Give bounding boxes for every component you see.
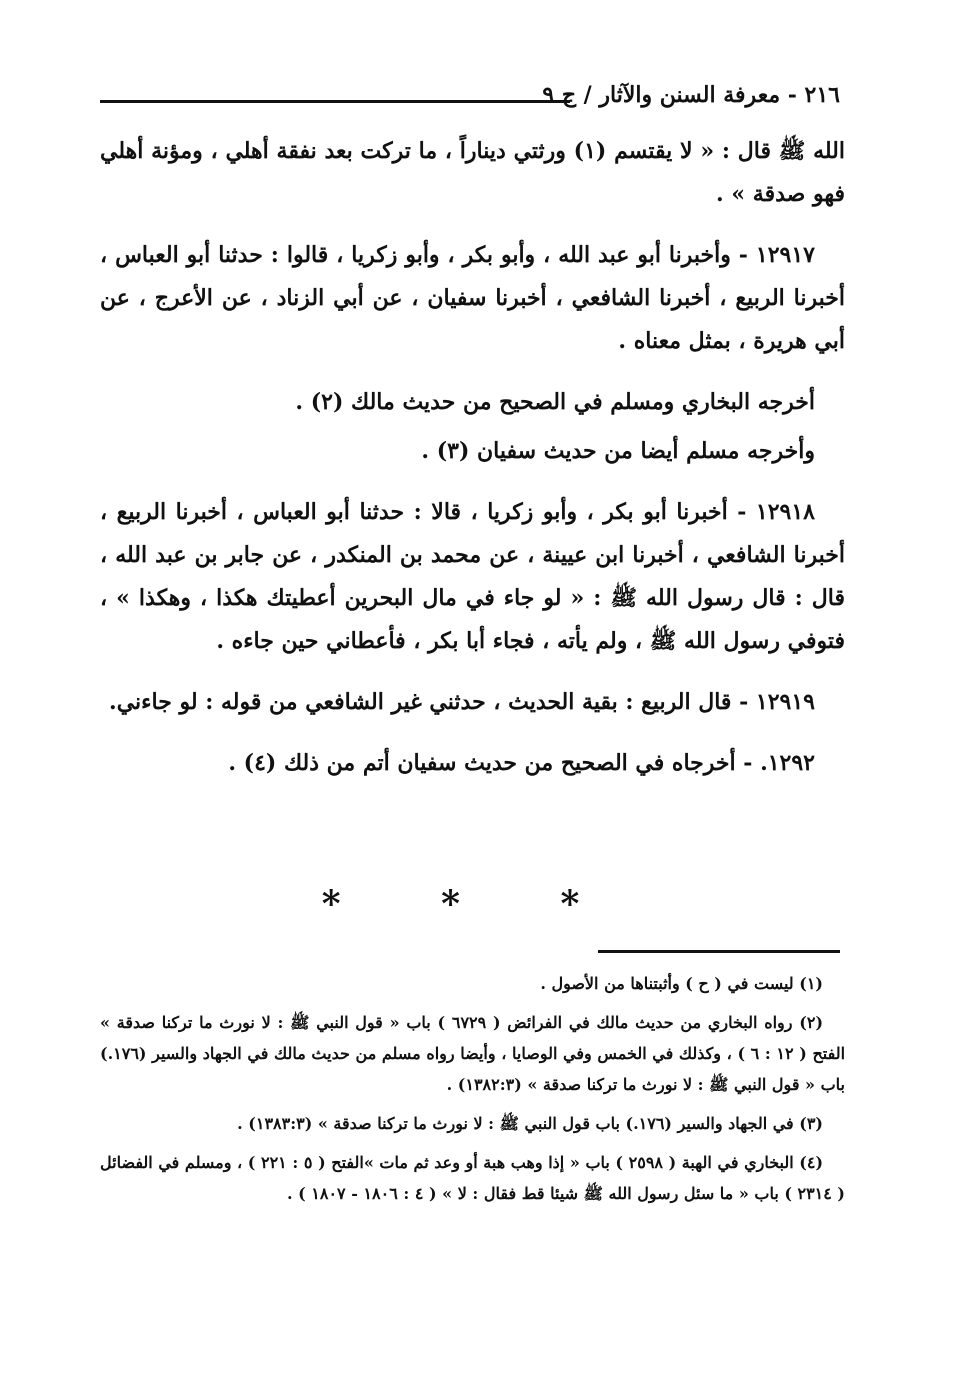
- running-header: [100, 82, 840, 116]
- footnote-rule: [598, 950, 840, 953]
- footnotes: [100, 968, 845, 1217]
- hadith-12919: ١٢٩١٩ - قال الربيع : بقية الحديث ، حدثني غير الشافعي من قوله : لو جاءني.: [109, 689, 815, 715]
- hadith-12917: ١٢٩١٧ - وأخبرنا أبو عبد الله ، وأبو بكر ، وأبو زكريا ، قالوا : حدثنا أبو العباس ، أخبرنا الربيع ، أخبرنا الشافعي ، أخبرنا سفيان ، عن أبي الزناد ، عن الأعرج ، عن أبي هريرة ، بمثل معناه .: [100, 242, 845, 354]
- footnote-1: (١) ليست في ( ح ) وأثبتناها من الأصول .: [540, 974, 823, 993]
- header-title: ٢١٦ - معرفة السنن والآثار / ج ٩: [542, 82, 840, 108]
- takhrij-note-1: أخرجه البخاري ومسلم في الصحيح من حديث مالك (٢) .: [295, 389, 815, 415]
- takhrij-note-2: وأخرجه مسلم أيضا من حديث سفيان (٣) .: [421, 438, 815, 464]
- footnote-3: (٣) في الجهاد والسير (١٧٦.) باب قول النبي ﷺ : لا نورث ما تركنا صدقة » (١٣٨٣:٣) .: [237, 1114, 823, 1133]
- main-text: [100, 130, 845, 803]
- paragraph-continuation: الله ﷺ قال : « لا يقتسم (١) ورثتي ديناراً ، ما تركت بعد نفقة أهلي ، ومؤنة أهلي فهو صدقة » .: [100, 138, 845, 207]
- footnote-4: (٤) البخاري في الهبة ( ٢٥٩٨ ) باب « إذا وهب هبة أو وعد ثم مات »الفتح ( ٥ : ٢٢١ ) ، ومسلم في الفضائل ( ٢٣١٤ ) باب « ما سئل رسول الله ﷺ شيئا قط فقال : لا » ( ٤ : ١٨٠٦ - ١٨٠٧ ) .: [100, 1153, 845, 1203]
- hadith-12920: ١٢٩٢. - أخرجاه في الصحيح من حديث سفيان أتم من ذلك (٤) .: [228, 750, 815, 776]
- hadith-12918: ١٢٩١٨ - أخبرنا أبو بكر ، وأبو زكريا ، قالا : حدثنا أبو العباس ، أخبرنا الربيع ، أخبرنا الشافعي ، أخبرنا ابن عيينة ، عن محمد بن المنكدر ، عن جابر بن عبد الله ، قال : قال رسول الله ﷺ : « لو جاء في مال البحرين أعطيتك هكذا ، وهكذا » ، فتوفي رسول الله ﷺ ، ولم يأته ، فجاء أبا بكر ، فأعطاني حين جاءه .: [100, 499, 845, 654]
- header-rule: [100, 100, 570, 103]
- footnote-2: (٢) رواه البخاري من حديث مالك في الفرائض ( ٦٧٢٩ ) باب « قول النبي ﷺ : لا نورث ما تركنا صدقة » الفتح ( ١٢ : ٦ ) ، وكذلك في الخمس وفي الوصايا ، وأيضا رواه مسلم من حديث مالك في الجهاد والسير (١٧٦.) باب « قول النبي ﷺ : لا نورث ما تركنا صدقة » (١٣٨٢:٣) .: [100, 1013, 846, 1094]
- section-separator: * * *: [321, 883, 624, 925]
